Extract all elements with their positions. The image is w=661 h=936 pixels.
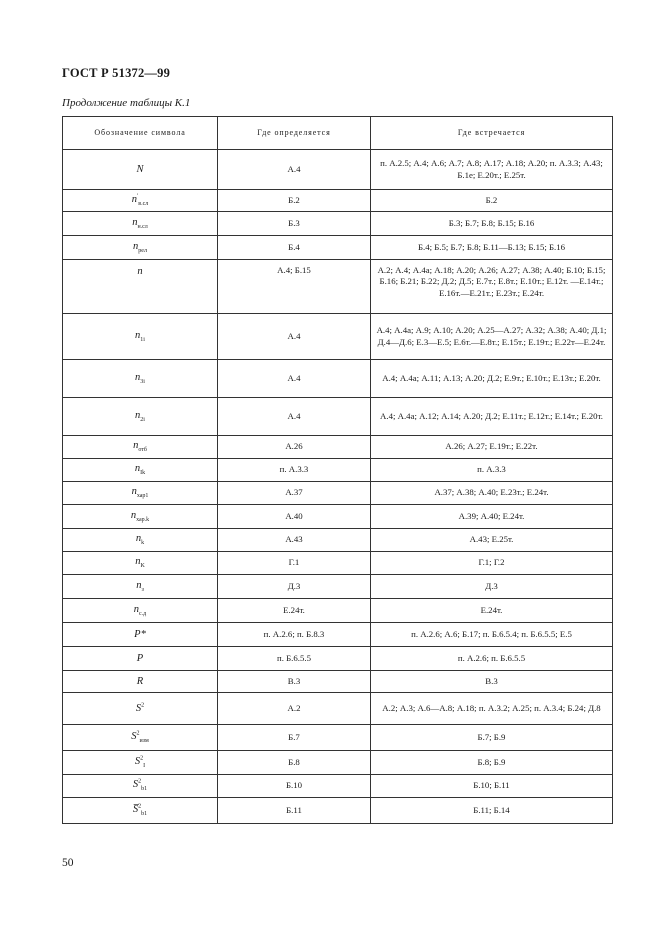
used-cell: Б.3; Б.7; Б.8; Б.15; Б.16 (371, 212, 613, 236)
symbol-subscript: н.сл (137, 223, 148, 230)
defined-cell: Е.24т. (218, 599, 371, 623)
used-cell: А.4; А.4а; А.12; А.14; А.20; Д.2; Е.11т.; Е.12т.; Е.14т.; Е.20т. (371, 398, 613, 436)
symbol (134, 463, 146, 477)
symbol (131, 486, 149, 500)
symbol-cell (63, 482, 218, 505)
used-cell: Д.3 (371, 575, 613, 599)
used-cell: Б.7; Б.9 (371, 725, 613, 751)
used-cell: А.2; А.4; А.4а; А.18; А.20; А.26; А.27; А.38; А.40; Б.10; Б.15; Б.16; Б.21; Б.22; Д.2; Д.5; Е.7т.; Е.8т.; Е.10т.; Е.12т. —Е.14т.; Е.16т.—Е.21т.; Е.23т.; Е.24т. (371, 260, 613, 314)
defined-cell: Б.11 (218, 798, 371, 824)
defined-cell: п. Б.6.5.5 (218, 647, 371, 671)
table-row (63, 552, 613, 575)
symbol-cell (63, 599, 218, 623)
symbol (133, 440, 147, 454)
symbol-subscript: b1 (141, 810, 148, 817)
defined-cell: Б.3 (218, 212, 371, 236)
used-cell: Б.10; Б.11 (371, 775, 613, 798)
symbol (135, 556, 145, 570)
defined-cell: А.4 (218, 360, 371, 398)
symbol-base: S (135, 702, 142, 714)
table-row (63, 190, 613, 212)
defined-cell: Б.7 (218, 725, 371, 751)
table-row (63, 314, 613, 360)
symbol-base: n (135, 409, 141, 421)
table-row (63, 775, 613, 798)
symbol-cell (63, 725, 218, 751)
used-cell: А.4; А.4а; А.9; А.10; А.20; А.25—А.27; А.32; А.38; А.40; Д.1; Д.4—Д.6; Е.3—Е.5; Е.6т.—Е.8т.; Е.15т.; Е.19т.; Е.22т—Е.24т. (371, 314, 613, 360)
used-cell: А.39; А.40; Е.24т. (371, 505, 613, 529)
symbol-cell (63, 647, 218, 671)
symbol (135, 410, 145, 421)
table-row (63, 459, 613, 482)
symbol-cell (63, 671, 218, 693)
symbol-cell (63, 459, 218, 482)
table-header-row (63, 117, 613, 150)
symbol-base: n (133, 440, 139, 452)
symbol (134, 629, 146, 640)
symbol-subscript: рел (138, 247, 147, 254)
table-row (63, 150, 613, 190)
symbol-base: n (134, 463, 141, 475)
used-cell: А.2; А.3; А.6—А.8; А.18; п. А.3.2; А.25; п. А.3.4; Б.24; Д.8 (371, 693, 613, 725)
symbol-base: n (131, 486, 137, 498)
symbol-cell (63, 552, 218, 575)
symbol-cell (63, 775, 218, 798)
symbol-cell (63, 436, 218, 459)
table-row (63, 482, 613, 505)
symbol-base: S̅ (132, 803, 139, 815)
symbol-superscript: 2 (138, 778, 142, 785)
symbol-cell (63, 751, 218, 775)
symbol-cell (63, 505, 218, 529)
defined-cell: Б.8 (218, 751, 371, 775)
defined-cell: Г.1 (218, 552, 371, 575)
column-header-symbol: Обозначение символа (63, 117, 218, 150)
symbol (132, 778, 148, 793)
symbol (131, 510, 149, 521)
table-row (63, 725, 613, 751)
table-row (63, 212, 613, 236)
symbol (132, 194, 149, 205)
defined-cell: А.4 (218, 314, 371, 360)
defined-cell: А.37 (218, 482, 371, 505)
table-row (63, 236, 613, 260)
defined-cell: А.2 (218, 693, 371, 725)
symbol-subscript: 2i (140, 416, 145, 423)
defined-cell: А.4; Б.15 (218, 260, 371, 314)
symbol (135, 330, 145, 341)
symbol (133, 804, 147, 815)
table-row (63, 599, 613, 623)
used-cell: п. А.2.6; А.6; Б.17; п. Б.6.5.4; п. Б.6.5.5; Е.5 (371, 623, 613, 647)
symbol-subscript: 1i (140, 336, 145, 343)
symbol-base: S (134, 755, 141, 767)
symbol (136, 703, 144, 714)
symbol-base: P* (134, 628, 146, 640)
defined-cell: Б.10 (218, 775, 371, 798)
symbol-cell (63, 693, 218, 725)
used-cell: А.37; А.38; А.40; Е.23т.; Е.24т. (371, 482, 613, 505)
symbol-cell (63, 398, 218, 436)
symbol-cell (63, 798, 218, 824)
used-cell: А.4; А.4а; А.11; А.13; А.20; Д.2; Е.9т.; Е.10т.; Е.13т.; Е.20т. (371, 360, 613, 398)
defined-cell: А.40 (218, 505, 371, 529)
used-cell: Б.8; Б.9 (371, 751, 613, 775)
symbol-base: n (135, 556, 141, 568)
table-row (63, 398, 613, 436)
symbol (137, 266, 142, 277)
symbol-superscript: 2 (140, 755, 144, 762)
symbol-base: n (133, 240, 139, 252)
symbol (137, 676, 143, 687)
table-row (63, 575, 613, 599)
symbol-base: N (136, 163, 144, 175)
table-row (63, 623, 613, 647)
symbol-cell (63, 190, 218, 212)
symbol-subscript: I (143, 762, 146, 769)
symbol-base: n (130, 509, 137, 521)
symbol-subscript: хар1 (136, 493, 149, 500)
symbols-table (62, 116, 613, 824)
symbol-cell (63, 529, 218, 552)
symbol-base: n (133, 603, 140, 615)
symbol (133, 241, 147, 252)
used-cell: А.43; Е.25т. (371, 529, 613, 552)
symbol-cell (63, 150, 218, 190)
used-cell: Б.4; Б.5; Б.7; Б.8; Б.11—Б.13; Б.15; Б.16 (371, 236, 613, 260)
used-cell: Е.24т. (371, 599, 613, 623)
symbol-base: n (135, 533, 142, 545)
used-cell: Б.11; Б.14 (371, 798, 613, 824)
symbol (135, 372, 145, 383)
symbol-subscript: хар.k (136, 516, 150, 523)
table-row (63, 505, 613, 529)
used-cell: А.26; А.27; Е.19т.; Е.22т. (371, 436, 613, 459)
symbol (131, 731, 149, 742)
symbol (136, 580, 144, 591)
used-cell: В.3 (371, 671, 613, 693)
symbol-superscript: 2 (136, 730, 140, 737)
table-row (63, 360, 613, 398)
symbol-cell (63, 575, 218, 599)
document-code: ГОСТ Р 51372—99 (62, 66, 171, 80)
symbol-base: S (131, 730, 137, 742)
symbol-base: n (137, 266, 143, 277)
table-row (63, 529, 613, 552)
used-cell: п. А.2.5; А.4; А.6; А.7; А.8; А.17; А.18; А.20; п. А.3.3; А.43; Б.1е; Е.20т.; Е.25т. (371, 150, 613, 190)
symbol (136, 164, 143, 175)
symbol-subscript: изм (139, 737, 149, 744)
symbol-cell (63, 212, 218, 236)
symbol (134, 604, 146, 615)
symbol-base: n (131, 193, 137, 205)
symbol-cell (63, 260, 218, 314)
column-header-defined: Где определяется (218, 117, 371, 150)
symbol-subscript: 3i (140, 378, 145, 385)
symbol-base: n (136, 579, 142, 591)
symbol-cell (63, 236, 218, 260)
table-row (63, 647, 613, 671)
column-header-used: Где встречается (371, 117, 613, 150)
symbol-base: n (135, 329, 141, 341)
symbol-subscript: K (140, 563, 145, 570)
symbol (137, 653, 143, 664)
defined-cell: п. А.2.6; п. Б.8.3 (218, 623, 371, 647)
defined-cell: В.3 (218, 671, 371, 693)
symbol (135, 533, 145, 547)
used-cell: Б.2 (371, 190, 613, 212)
page-number: 50 (62, 857, 74, 869)
symbol-superscript: 2 (141, 702, 145, 709)
table-row (63, 751, 613, 775)
table-row (63, 671, 613, 693)
defined-cell: Б.2 (218, 190, 371, 212)
defined-cell: А.43 (218, 529, 371, 552)
defined-cell: Б.4 (218, 236, 371, 260)
defined-cell: А.4 (218, 398, 371, 436)
symbol-cell (63, 623, 218, 647)
symbol-subscript: k (141, 540, 145, 547)
defined-cell: А.26 (218, 436, 371, 459)
symbol (132, 217, 148, 228)
table-caption: Продолжение таблицы К.1 (62, 97, 191, 109)
table-row (63, 436, 613, 459)
defined-cell: А.4 (218, 150, 371, 190)
symbol-subscript: с.д (139, 610, 147, 617)
used-cell: п. А.2.6; п. Б.6.5.5 (371, 647, 613, 671)
symbol-base: R (136, 675, 144, 687)
table-row (63, 693, 613, 725)
symbol-cell (63, 314, 218, 360)
symbol-subscript: з (141, 586, 144, 593)
symbol-cell (63, 360, 218, 398)
symbol-base: n (135, 371, 141, 383)
symbol-subscript: в.сл (138, 200, 149, 207)
used-cell: Г.1; Г.2 (371, 552, 613, 575)
symbol-superscript: 2 (138, 803, 142, 810)
symbol-subscript: отб (138, 447, 147, 454)
used-cell: п. А.3.3 (371, 459, 613, 482)
defined-cell: п. А.3.3 (218, 459, 371, 482)
symbol (135, 756, 145, 767)
symbol-base: n (132, 216, 138, 228)
symbol-subscript: Ik (140, 470, 146, 477)
defined-cell: Д.3 (218, 575, 371, 599)
table-body (63, 150, 613, 824)
symbol-superscript: ′ (136, 193, 139, 200)
symbol-base: P (136, 652, 144, 664)
table-row (63, 798, 613, 824)
symbol-base: S (132, 779, 139, 791)
table-row (63, 260, 613, 314)
symbol-subscript: b1 (141, 786, 148, 793)
